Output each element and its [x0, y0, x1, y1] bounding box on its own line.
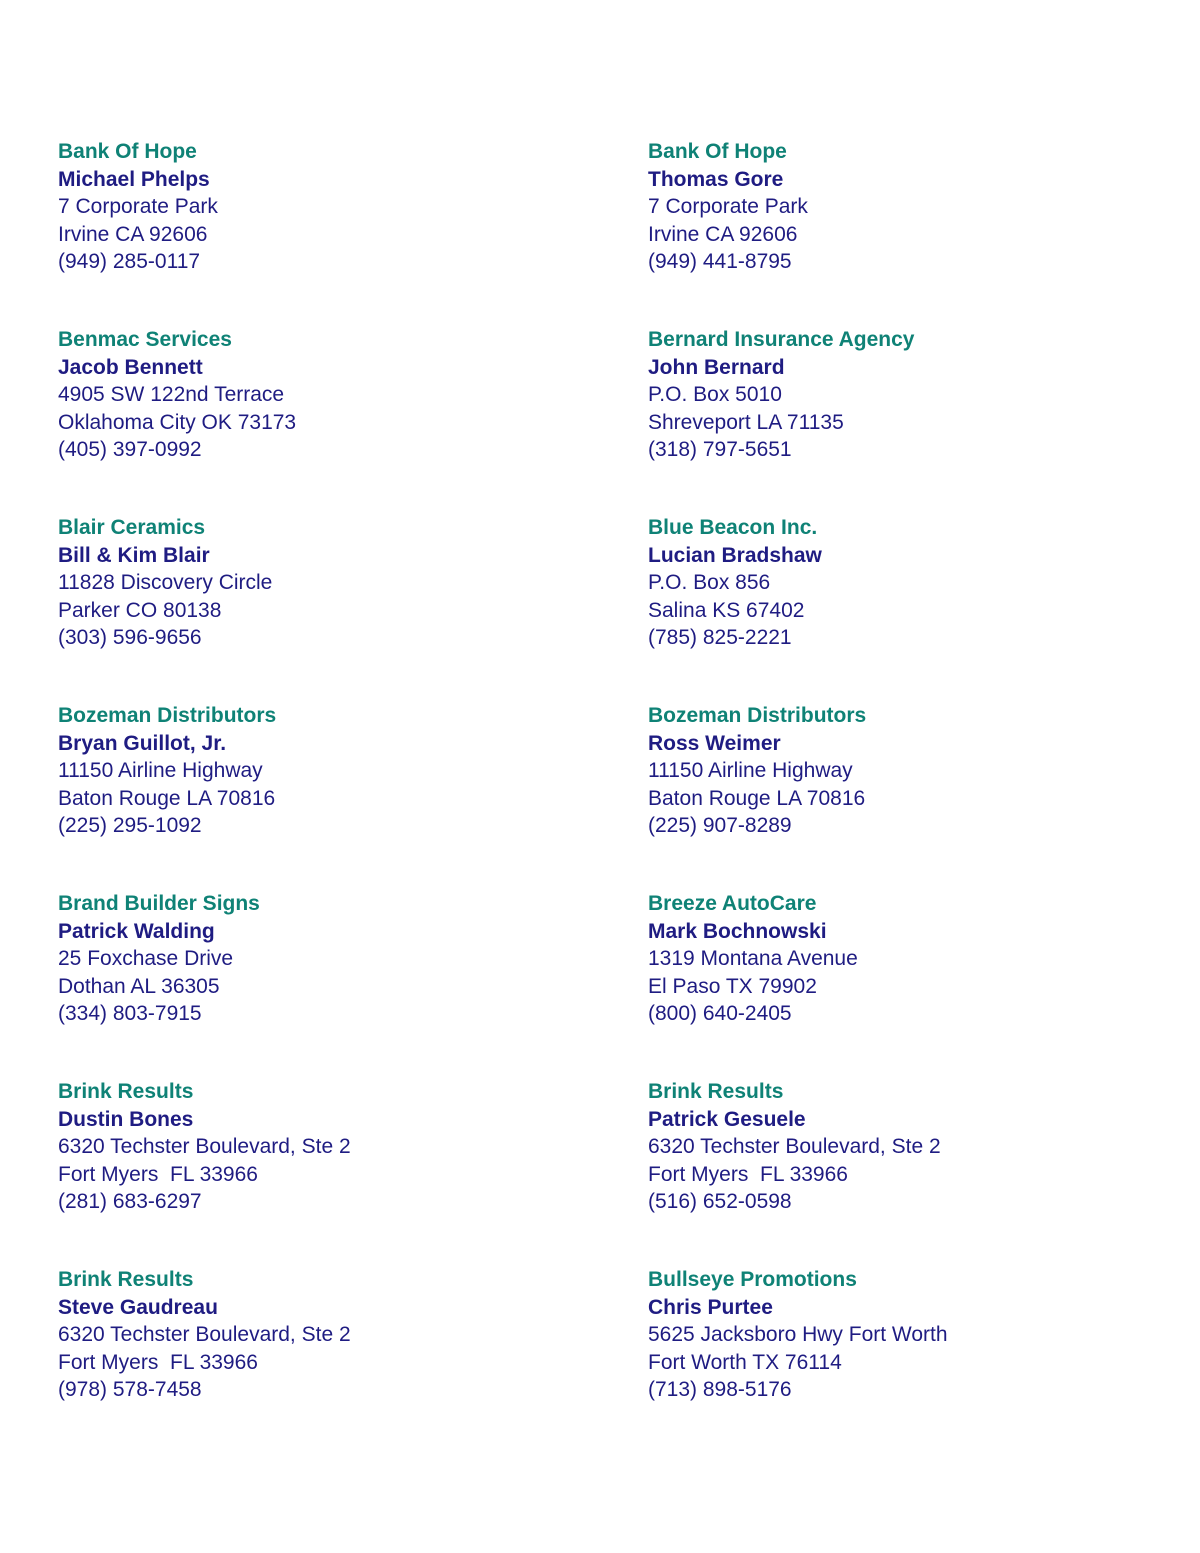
street-address: P.O. Box 856	[648, 571, 771, 594]
company-name: Brink Results	[58, 1080, 194, 1103]
street-address: 25 Foxchase Drive	[58, 947, 234, 970]
person-name: Bill & Kim Blair	[58, 543, 210, 567]
company-name: Blue Beacon Inc.	[648, 516, 818, 539]
person-name: Lucian Bradshaw	[648, 543, 822, 567]
city-state-zip: Fort Worth TX 76114	[648, 1350, 842, 1374]
phone-number: (800) 640-2405	[648, 1002, 792, 1025]
street-address: 1319 Montana Avenue	[648, 947, 858, 970]
phone-number: (281) 683-6297	[58, 1190, 202, 1213]
street-address: 5625 Jacksboro Hwy Fort Worth	[648, 1323, 948, 1346]
street-address: 11828 Discovery Circle	[58, 571, 273, 594]
contact-card	[58, 1078, 648, 1266]
city-state-zip: Parker CO 80138	[58, 598, 222, 622]
contact-card	[648, 514, 1200, 702]
person-name: Dustin Bones	[58, 1107, 194, 1131]
phone-number: (225) 907-8289	[648, 814, 792, 837]
phone-number: (303) 596-9656	[58, 626, 202, 649]
city-state-zip: Baton Rouge LA 70816	[648, 786, 866, 810]
phone-number: (334) 803-7915	[58, 1002, 202, 1025]
person-name: Michael Phelps	[58, 167, 210, 191]
person-name: Thomas Gore	[648, 167, 784, 191]
phone-number: (978) 578-7458	[58, 1378, 202, 1401]
company-name: Bank Of Hope	[58, 140, 197, 163]
street-address: 11150 Airline Highway	[58, 759, 263, 782]
company-name: Bozeman Distributors	[648, 704, 867, 727]
street-address: 7 Corporate Park	[58, 195, 218, 218]
contact-card	[648, 702, 1200, 890]
street-address: 7 Corporate Park	[648, 195, 808, 218]
city-state-zip: Fort Myers FL 33966	[58, 1162, 258, 1186]
contact-card	[58, 326, 648, 514]
contact-card	[58, 1266, 648, 1454]
person-name: Steve Gaudreau	[58, 1295, 218, 1319]
contact-card	[648, 138, 1200, 326]
company-name: Brink Results	[58, 1268, 194, 1291]
city-state-zip: Salina KS 67402	[648, 598, 805, 622]
person-name: Jacob Bennett	[58, 355, 203, 379]
person-name: Chris Purtee	[648, 1295, 773, 1319]
person-name: Bryan Guillot, Jr.	[58, 731, 227, 755]
contact-card	[58, 138, 648, 326]
person-name: Patrick Gesuele	[648, 1107, 806, 1131]
company-name: Breeze AutoCare	[648, 892, 817, 915]
person-name: Patrick Walding	[58, 919, 215, 943]
city-state-zip: Fort Myers FL 33966	[648, 1162, 848, 1186]
city-state-zip: Shreveport LA 71135	[648, 410, 844, 434]
street-address: P.O. Box 5010	[648, 383, 782, 406]
contact-card	[58, 514, 648, 702]
phone-number: (516) 652-0598	[648, 1190, 792, 1213]
contact-card	[648, 1078, 1200, 1266]
contact-card	[648, 1266, 1200, 1454]
phone-number: (225) 295-1092	[58, 814, 202, 837]
street-address: 6320 Techster Boulevard, Ste 2	[648, 1135, 941, 1158]
city-state-zip: Fort Myers FL 33966	[58, 1350, 258, 1374]
phone-number: (949) 285-0117	[58, 250, 201, 273]
city-state-zip: Baton Rouge LA 70816	[58, 786, 276, 810]
company-name: Bozeman Distributors	[58, 704, 277, 727]
city-state-zip: El Paso TX 79902	[648, 974, 817, 998]
person-name: Mark Bochnowski	[648, 919, 827, 943]
company-name: Brink Results	[648, 1080, 784, 1103]
company-name: Bank Of Hope	[648, 140, 787, 163]
company-name: Bernard Insurance Agency	[648, 328, 915, 351]
person-name: Ross Weimer	[648, 731, 781, 755]
street-address: 11150 Airline Highway	[648, 759, 853, 782]
contact-card	[58, 890, 648, 1078]
city-state-zip: Dothan AL 36305	[58, 974, 220, 998]
city-state-zip: Irvine CA 92606	[58, 222, 208, 246]
phone-number: (713) 898-5176	[648, 1378, 792, 1401]
street-address: 4905 SW 122nd Terrace	[58, 383, 285, 406]
company-name: Blair Ceramics	[58, 516, 206, 539]
contact-card	[58, 702, 648, 890]
phone-number: (405) 397-0992	[58, 438, 202, 461]
phone-number: (949) 441-8795	[648, 250, 792, 273]
company-name: Bullseye Promotions	[648, 1268, 857, 1291]
person-name: John Bernard	[648, 355, 785, 379]
phone-number: (785) 825-2221	[648, 626, 792, 649]
company-name: Benmac Services	[58, 328, 232, 351]
city-state-zip: Oklahoma City OK 73173	[58, 410, 297, 434]
street-address: 6320 Techster Boulevard, Ste 2	[58, 1323, 351, 1346]
contact-card	[648, 326, 1200, 514]
phone-number: (318) 797-5651	[648, 438, 792, 461]
contact-grid	[58, 138, 1200, 1454]
city-state-zip: Irvine CA 92606	[648, 222, 798, 246]
company-name: Brand Builder Signs	[58, 892, 260, 915]
contact-card	[648, 890, 1200, 1078]
street-address: 6320 Techster Boulevard, Ste 2	[58, 1135, 351, 1158]
